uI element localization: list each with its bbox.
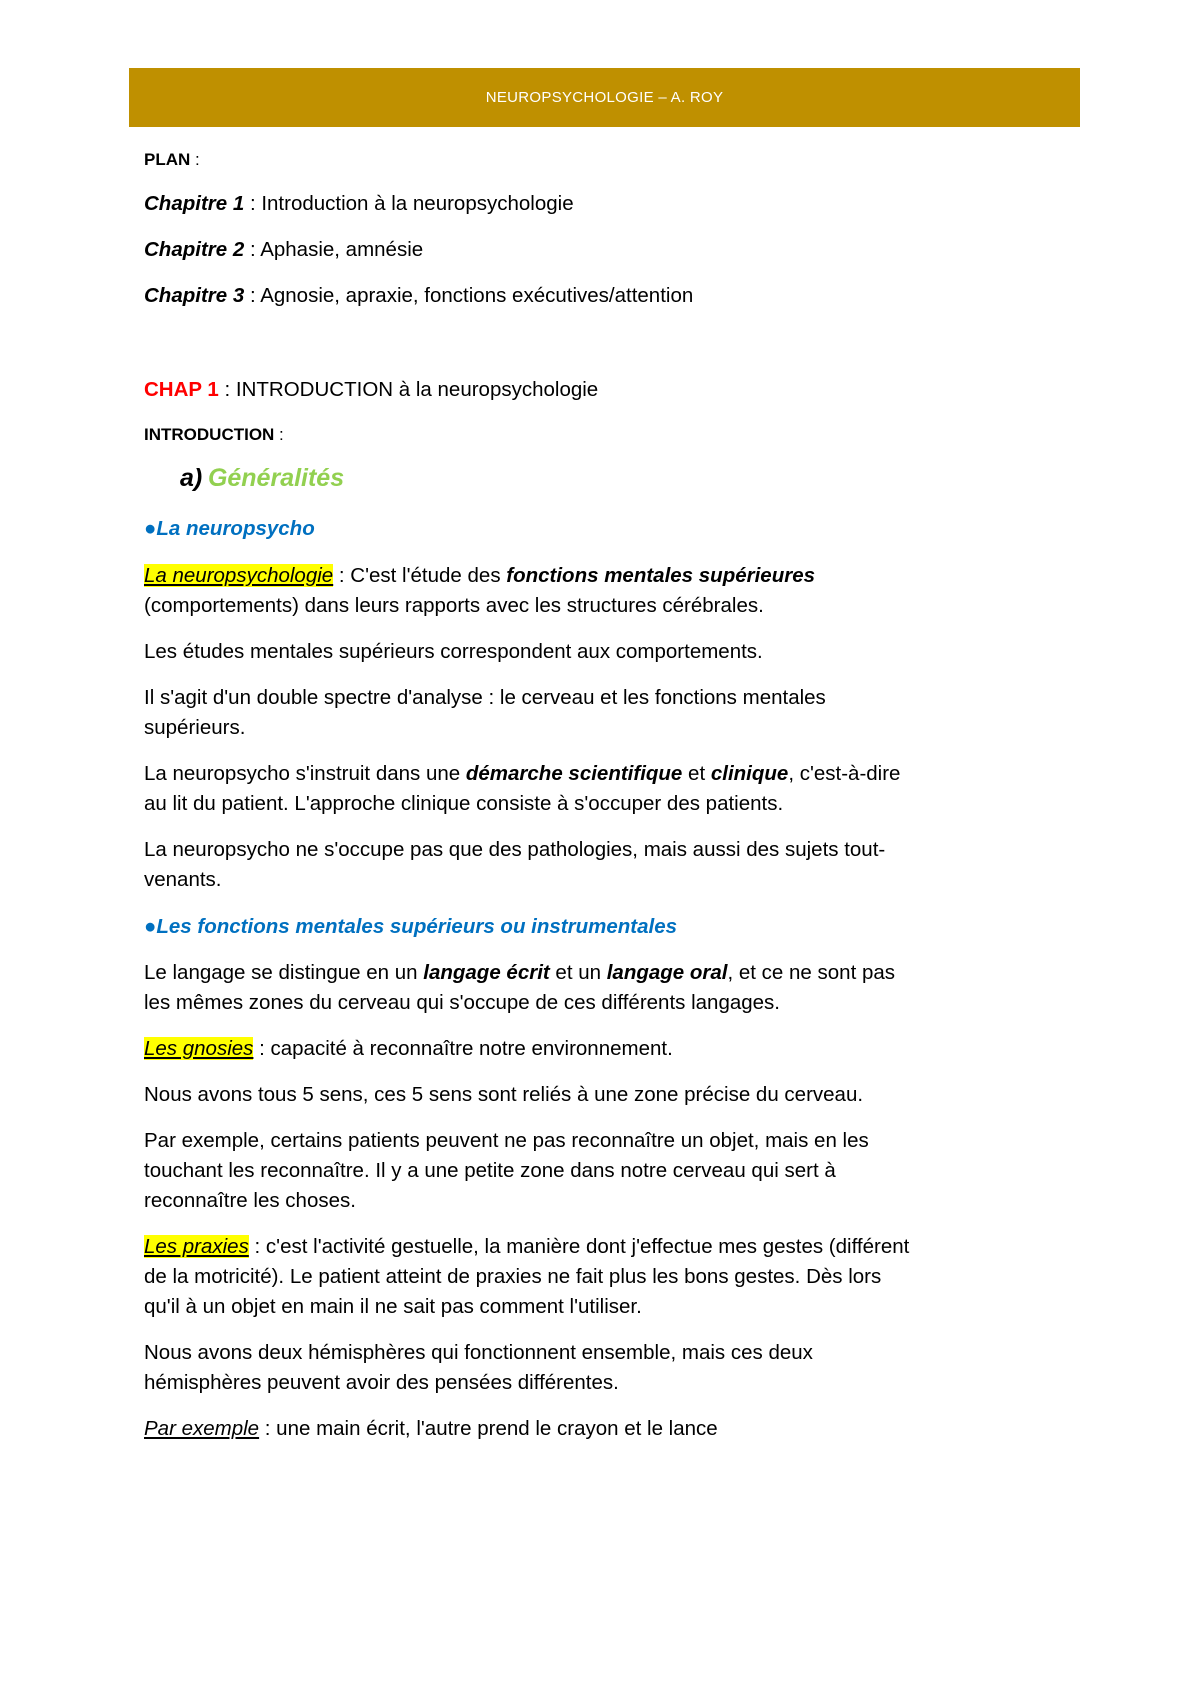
paragraph-5-line-2: venants. <box>144 868 222 891</box>
subheading-la-neuropsycho: ●La neuropsycho <box>144 517 315 540</box>
paragraph-12: Par exemple : une main écrit, l'autre prend le crayon et le lance <box>144 1417 718 1440</box>
chapter-1-heading: CHAP 1 : INTRODUCTION à la neuropsychologie <box>144 378 599 401</box>
paragraph-11-line-2: hémisphères peuvent avoir des pensées différentes. <box>144 1371 619 1394</box>
paragraph-1-line-2: (comportements) dans leurs rapports avec les structures cérébrales. <box>144 594 764 617</box>
paragraph-4-line-1: La neuropsycho s'instruit dans une démarche scientifique et clinique, c'est-à-dire <box>144 762 901 785</box>
paragraph-10-line-2: de la motricité). Le patient atteint de praxies ne fait plus les bons gestes. Dès lors <box>144 1265 882 1288</box>
paragraph-3-line-2: supérieurs. <box>144 716 246 739</box>
paragraph-7: Les gnosies : capacité à reconnaître notre environnement. <box>144 1037 673 1060</box>
paragraph-4-line-2: au lit du patient. L'approche clinique consiste à s'occuper des patients. <box>144 792 784 815</box>
plan-chapter-2: Chapitre 2 : Aphasie, amnésie <box>144 238 424 261</box>
paragraph-10-line-1: Les praxies : c'est l'activité gestuelle, la manière dont j'effectue mes gestes (différent <box>144 1235 910 1258</box>
document-header <box>129 68 1080 127</box>
paragraph-5-line-1: La neuropsycho ne s'occupe pas que des pathologies, mais aussi des sujets tout- <box>144 838 886 861</box>
paragraph-6-line-2: les mêmes zones du cerveau qui s'occupe de ces différents langages. <box>144 991 780 1014</box>
paragraph-6-line-1: Le langage se distingue en un langage écrit et un langage oral, et ce ne sont pas <box>144 961 896 984</box>
plan-chapter-1: Chapitre 1 : Introduction à la neuropsychologie <box>144 192 574 215</box>
subheading-fonctions-mentales: ●Les fonctions mentales supérieurs ou instrumentales <box>144 915 677 938</box>
paragraph-10-line-3: qu'il à un objet en main il ne sait pas comment l'utiliser. <box>144 1295 642 1318</box>
paragraph-1-line-1: La neuropsychologie : C'est l'étude des fonctions mentales supérieures <box>144 564 815 587</box>
plan-heading: PLAN : <box>144 150 200 169</box>
paragraph-2: Les études mentales supérieurs correspondent aux comportements. <box>144 640 763 663</box>
paragraph-3-line-1: Il s'agit d'un double spectre d'analyse : le cerveau et les fonctions mentales <box>144 686 826 709</box>
introduction-heading: INTRODUCTION : <box>144 425 284 444</box>
paragraph-9-line-1: Par exemple, certains patients peuvent ne pas reconnaître un objet, mais en les <box>144 1129 869 1152</box>
paragraph-9-line-2: touchant les reconnaître. Il y a une petite zone dans notre cerveau qui sert à <box>144 1159 836 1182</box>
paragraph-11-line-1: Nous avons deux hémisphères qui fonctionnent ensemble, mais ces deux <box>144 1341 813 1364</box>
paragraph-8: Nous avons tous 5 sens, ces 5 sens sont reliés à une zone précise du cerveau. <box>144 1083 864 1106</box>
section-a-heading: a) Généralités <box>180 464 345 492</box>
paragraph-9-line-3: reconnaître les choses. <box>144 1189 356 1212</box>
header-title: NEUROPSYCHOLOGIE – A. ROY <box>485 89 724 106</box>
plan-chapter-3: Chapitre 3 : Agnosie, apraxie, fonctions exécutives/attention <box>144 284 694 307</box>
